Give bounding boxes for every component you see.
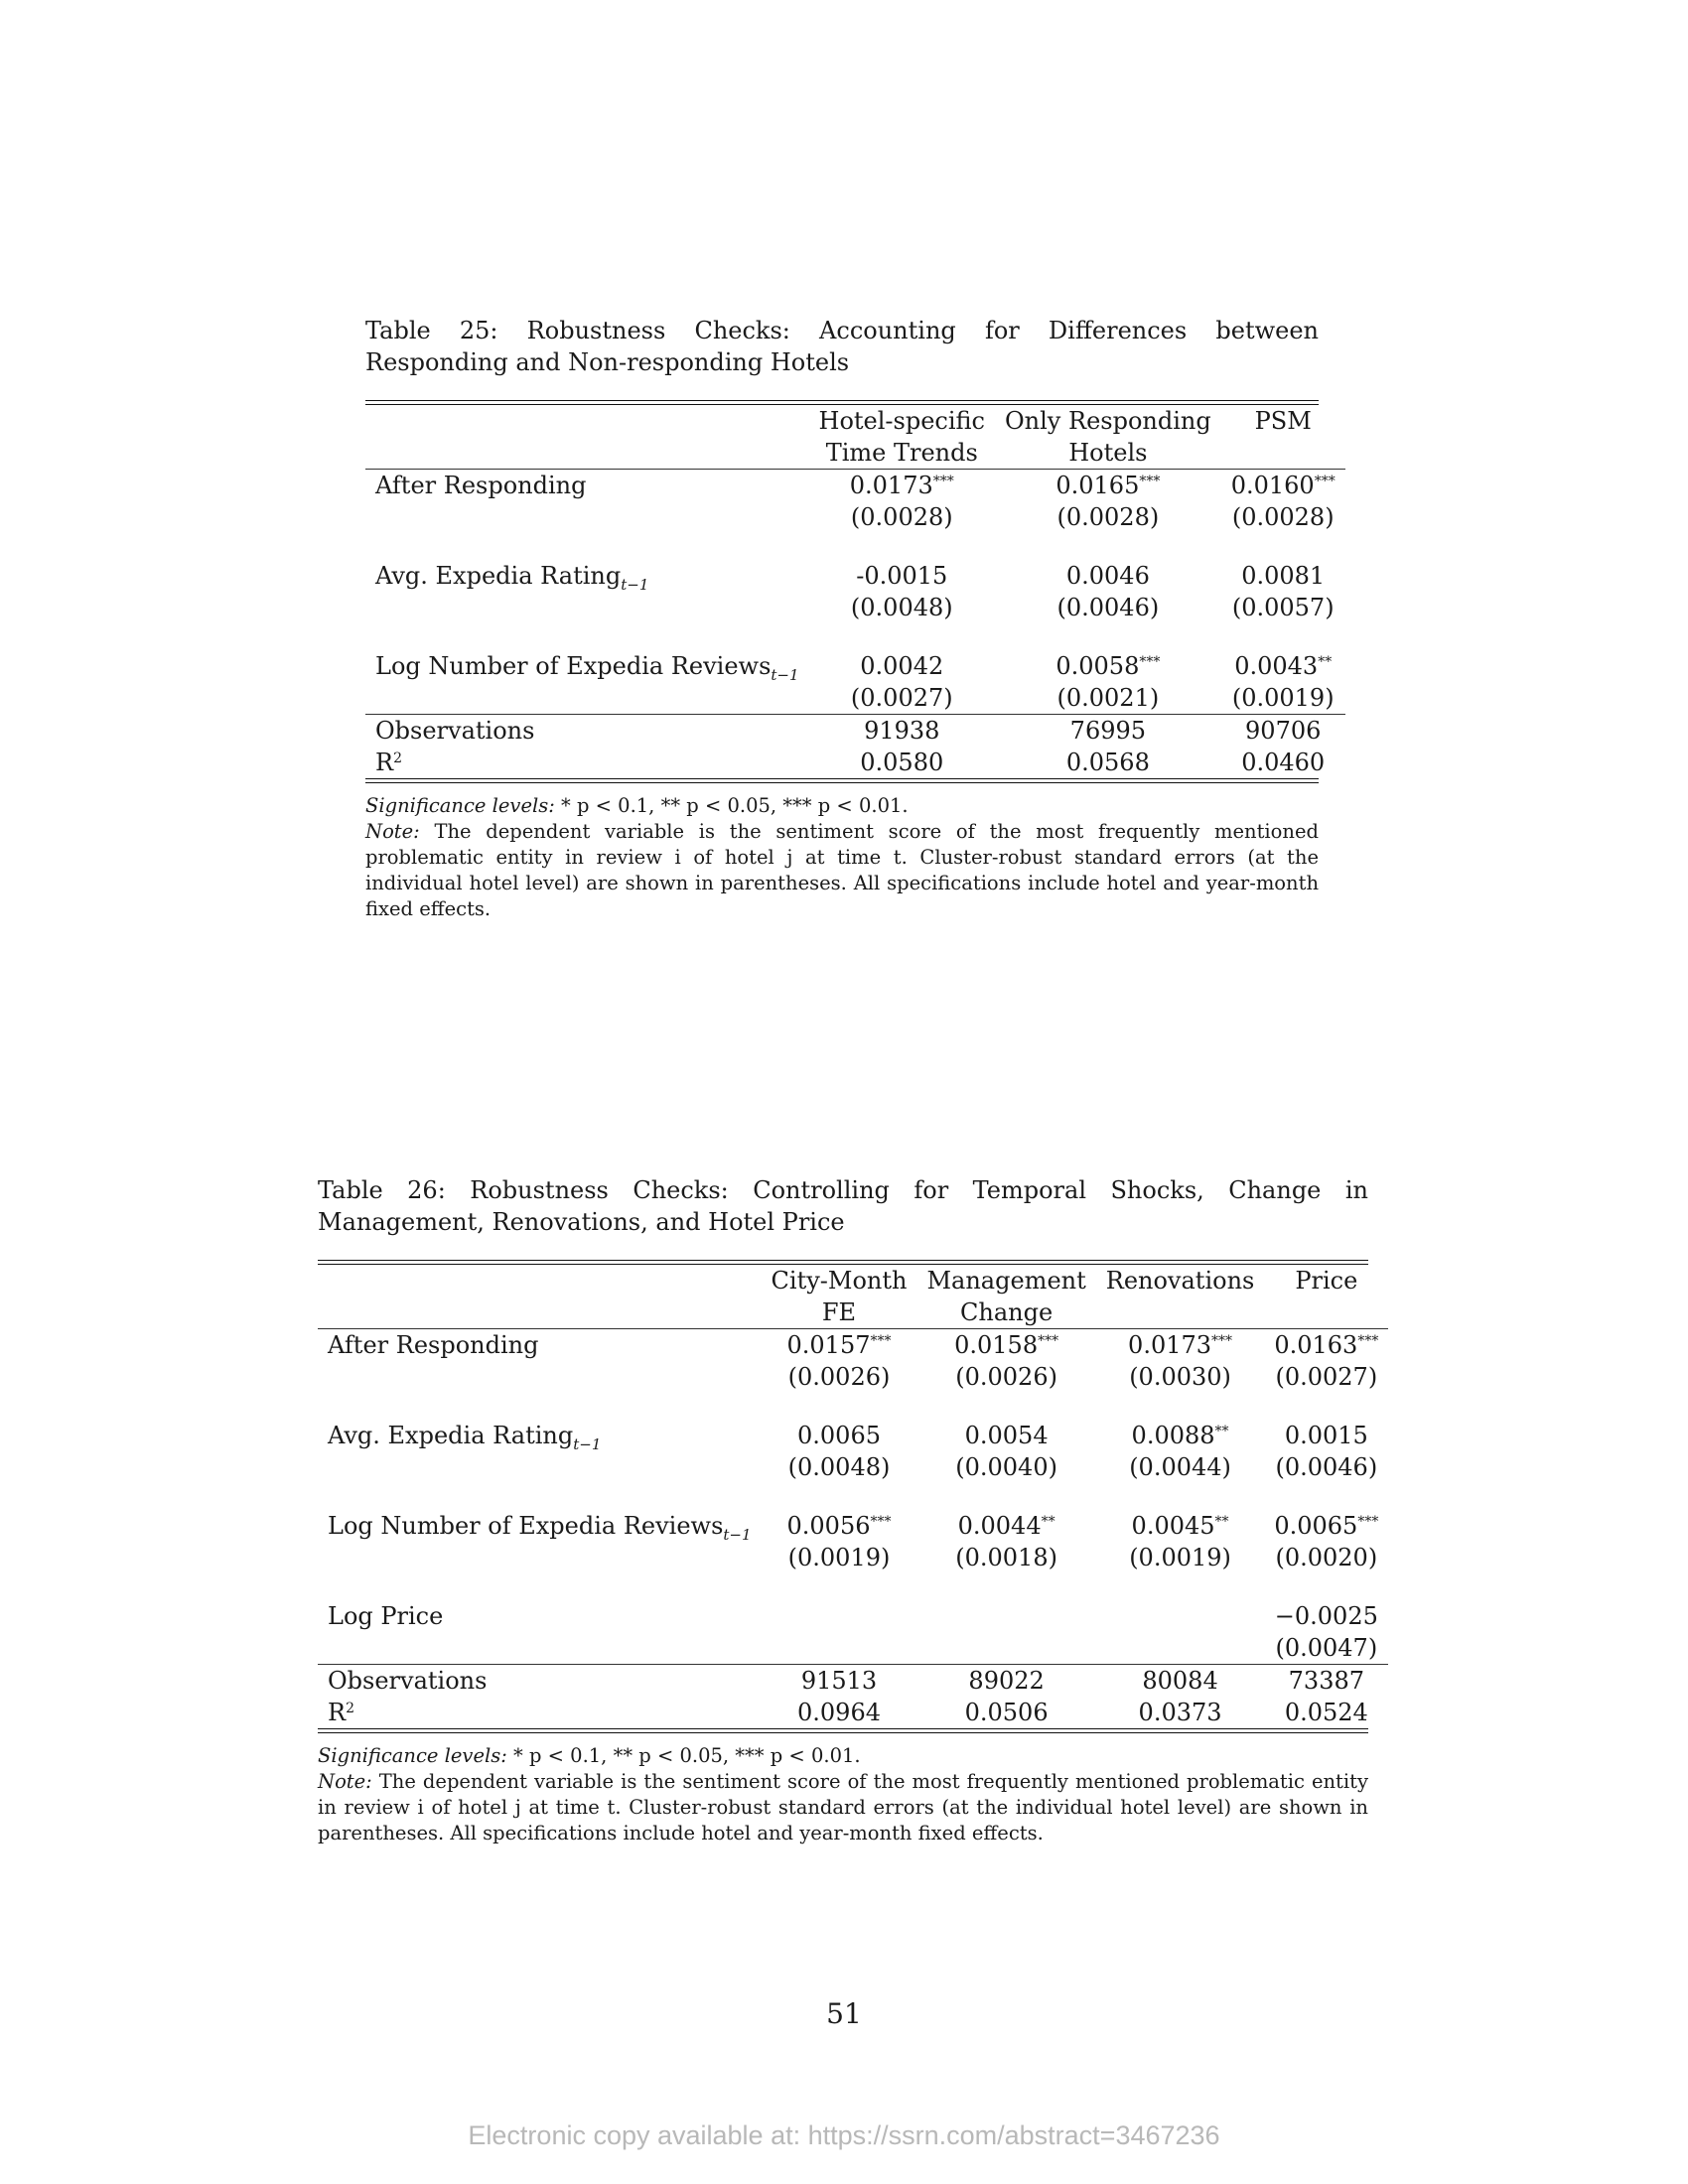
table-row bbox=[318, 1329, 1388, 1362]
table-row bbox=[365, 470, 1345, 502]
se-cell: (0.0028) bbox=[1056, 503, 1160, 531]
table-note: Note: The dependent variable is the sentiment score of the most frequently mentioned problematic entity in review i of hotel j at time t. Cluster-robust standard errors (at the individual hotel level) are shown in parentheses. All specifications include hotel and year-month fixed effects. bbox=[318, 1770, 1368, 1844]
se-cell: (0.0044) bbox=[1129, 1453, 1231, 1481]
se-cell: (0.0018) bbox=[955, 1544, 1057, 1571]
se-cell: (0.0027) bbox=[1275, 1363, 1378, 1391]
table-25-header-row-2 bbox=[365, 437, 1345, 470]
stat-cell: 0.0460 bbox=[1241, 749, 1326, 776]
row-label: After Responding bbox=[318, 1329, 762, 1362]
coef-cell bbox=[1096, 1600, 1265, 1632]
stat-cell: 91938 bbox=[809, 715, 995, 748]
stat-cell: 0.0964 bbox=[797, 1699, 881, 1726]
row-label: $R^2$ bbox=[328, 1699, 354, 1726]
table-26-col-header: Management bbox=[926, 1267, 1086, 1295]
coef-cell: 0.0065*** bbox=[1274, 1512, 1379, 1540]
coef-cell: 0.0042 bbox=[860, 652, 944, 680]
row-label: Avg. Expedia Rating$_{t-1}$ bbox=[375, 562, 649, 594]
coef-cell: 0.0046 bbox=[1065, 562, 1150, 590]
coef-cell: 0.0163*** bbox=[1264, 1329, 1388, 1362]
observations-row bbox=[365, 715, 1345, 748]
table-25 bbox=[365, 405, 1345, 778]
row-label: Observations bbox=[365, 715, 809, 748]
table-row bbox=[365, 560, 1345, 592]
ssrn-footer-link[interactable]: Electronic copy available at: https://ssrn.com/abstract=3467236 bbox=[468, 2120, 1220, 2150]
table-25-col-header: Time Trends bbox=[825, 439, 978, 467]
table-row bbox=[318, 1510, 1388, 1542]
coef-cell: 0.0065 bbox=[797, 1422, 881, 1449]
se-cell: (0.0057) bbox=[1231, 594, 1335, 621]
coef-cell bbox=[916, 1600, 1095, 1632]
table-26-col-header bbox=[1264, 1297, 1388, 1329]
se-cell: (0.0047) bbox=[1275, 1634, 1378, 1662]
table-25-col-header: Hotel-specific bbox=[818, 407, 985, 435]
stat-cell: 0.0524 bbox=[1284, 1699, 1368, 1726]
table-row-se bbox=[318, 1632, 1388, 1665]
se-cell: (0.0046) bbox=[1056, 594, 1160, 621]
coef-cell: 0.0157*** bbox=[762, 1329, 917, 1362]
significance-note: Significance levels: * p < 0.1, ** p < 0.05, *** p < 0.01. bbox=[365, 794, 909, 817]
stat-cell: 0.0373 bbox=[1138, 1699, 1222, 1726]
stat-cell: 0.0506 bbox=[964, 1699, 1049, 1726]
table-25-header-row-1 bbox=[365, 405, 1345, 437]
coef-cell: 0.0043** bbox=[1234, 652, 1333, 680]
table-25-block bbox=[365, 315, 1336, 922]
stat-cell: 89022 bbox=[916, 1665, 1095, 1698]
observations-row bbox=[318, 1665, 1388, 1698]
se-cell: (0.0028) bbox=[1231, 503, 1335, 531]
table-25-caption: Table 25: Robustness Checks: Accounting for Differences between Responding and Non-responding Hotels bbox=[365, 317, 1319, 376]
table-25-col-header: PSM bbox=[1254, 407, 1312, 435]
se-cell bbox=[1096, 1632, 1265, 1665]
row-label: Log Number of Expedia Reviews$_{t-1}$ bbox=[375, 652, 799, 684]
significance-note: Significance levels: * p < 0.1, ** p < 0.05, *** p < 0.01. bbox=[318, 1744, 861, 1767]
coef-cell: 0.0173*** bbox=[809, 470, 995, 502]
table-row-se bbox=[365, 501, 1345, 533]
stat-cell: 76995 bbox=[995, 715, 1221, 748]
table-26-col-header: Change bbox=[960, 1298, 1054, 1326]
row-label: Log Number of Expedia Reviews$_{t-1}$ bbox=[328, 1512, 752, 1544]
se-cell: (0.0046) bbox=[1275, 1453, 1378, 1481]
table-26-header-row-2 bbox=[318, 1297, 1388, 1329]
table-26-col-header: Renovations bbox=[1105, 1267, 1255, 1295]
table-row bbox=[318, 1600, 1388, 1632]
se-cell: (0.0020) bbox=[1275, 1544, 1378, 1571]
coef-cell: 0.0044** bbox=[957, 1512, 1055, 1540]
table-26-caption: Table 26: Robustness Checks: Controlling for Temporal Shocks, Change in Management, Renovations, and Hotel Price bbox=[318, 1176, 1368, 1236]
coef-cell: -0.0015 bbox=[856, 562, 948, 590]
table-26-header-row-1 bbox=[318, 1265, 1388, 1297]
table-row-se bbox=[365, 682, 1345, 715]
coef-cell: 0.0158*** bbox=[916, 1329, 1095, 1362]
table-25-col-header bbox=[1221, 437, 1345, 470]
stat-cell: 90706 bbox=[1221, 715, 1345, 748]
coef-cell: 0.0054 bbox=[964, 1422, 1049, 1449]
table-row-se bbox=[318, 1451, 1388, 1483]
coef-cell bbox=[762, 1600, 917, 1632]
table-26 bbox=[318, 1265, 1388, 1728]
coef-cell: 0.0165*** bbox=[995, 470, 1221, 502]
table-25-col-header: Hotels bbox=[1068, 439, 1148, 467]
coef-cell: 0.0058*** bbox=[1055, 652, 1161, 680]
stat-cell: 0.0580 bbox=[860, 749, 944, 776]
table-row bbox=[318, 1420, 1388, 1451]
table-row-se bbox=[365, 592, 1345, 623]
se-cell: (0.0040) bbox=[955, 1453, 1057, 1481]
table-26-col-header: FE bbox=[821, 1298, 857, 1326]
row-label: Log Price bbox=[328, 1602, 444, 1630]
page-number: 51 bbox=[826, 1997, 862, 2030]
coef-cell: 0.0045** bbox=[1131, 1512, 1229, 1540]
table-26-col-header bbox=[1096, 1297, 1265, 1329]
table-row-se bbox=[318, 1361, 1388, 1393]
stat-cell: 0.0568 bbox=[1065, 749, 1150, 776]
row-label: Avg. Expedia Rating$_{t-1}$ bbox=[328, 1422, 602, 1453]
row-label: After Responding bbox=[365, 470, 809, 502]
coef-cell: 0.0088** bbox=[1131, 1422, 1229, 1449]
coef-cell: 0.0173*** bbox=[1096, 1329, 1265, 1362]
se-cell: (0.0030) bbox=[1129, 1363, 1231, 1391]
se-cell: (0.0019) bbox=[1129, 1544, 1231, 1571]
table-26-notes bbox=[318, 1743, 1368, 1846]
table-26-col-header: Price bbox=[1295, 1267, 1358, 1295]
coef-cell: 0.0056*** bbox=[786, 1512, 892, 1540]
stat-cell: 73387 bbox=[1264, 1665, 1388, 1698]
table-row-se bbox=[318, 1542, 1388, 1573]
table-26-block bbox=[318, 1174, 1379, 1846]
table-25-notes bbox=[365, 793, 1319, 922]
stat-cell: 80084 bbox=[1096, 1665, 1265, 1698]
se-cell bbox=[916, 1632, 1095, 1665]
table-25-col-header: Only Responding bbox=[1005, 407, 1211, 435]
table-row bbox=[365, 650, 1345, 682]
se-cell: (0.0019) bbox=[1231, 684, 1335, 712]
coef-cell: 0.0081 bbox=[1241, 562, 1326, 590]
se-cell: (0.0019) bbox=[787, 1544, 891, 1571]
se-cell: (0.0021) bbox=[1056, 684, 1160, 712]
coef-cell: 0.0160*** bbox=[1221, 470, 1345, 502]
coef-cell: −0.0025 bbox=[1274, 1602, 1378, 1630]
table-26-col-header: City-Month bbox=[771, 1267, 908, 1295]
se-cell: (0.0028) bbox=[850, 503, 953, 531]
se-cell: (0.0026) bbox=[787, 1363, 891, 1391]
row-label: Observations bbox=[318, 1665, 762, 1698]
se-cell: (0.0048) bbox=[850, 594, 953, 621]
r2-row bbox=[365, 747, 1345, 778]
r2-row bbox=[318, 1697, 1388, 1728]
row-label: $R^2$ bbox=[375, 749, 402, 776]
se-cell: (0.0048) bbox=[787, 1453, 891, 1481]
stat-cell: 91513 bbox=[762, 1665, 917, 1698]
se-cell bbox=[762, 1632, 917, 1665]
coef-cell: 0.0015 bbox=[1284, 1422, 1368, 1449]
table-note: Note: The dependent variable is the sentiment score of the most frequently mentioned problematic entity in review i of hotel j at time t. Cluster-robust standard errors (at the individual hotel level) are shown in parentheses. All specifications include hotel and year-month fixed effects. bbox=[365, 820, 1319, 920]
se-cell: (0.0027) bbox=[850, 684, 953, 712]
se-cell: (0.0026) bbox=[955, 1363, 1057, 1391]
